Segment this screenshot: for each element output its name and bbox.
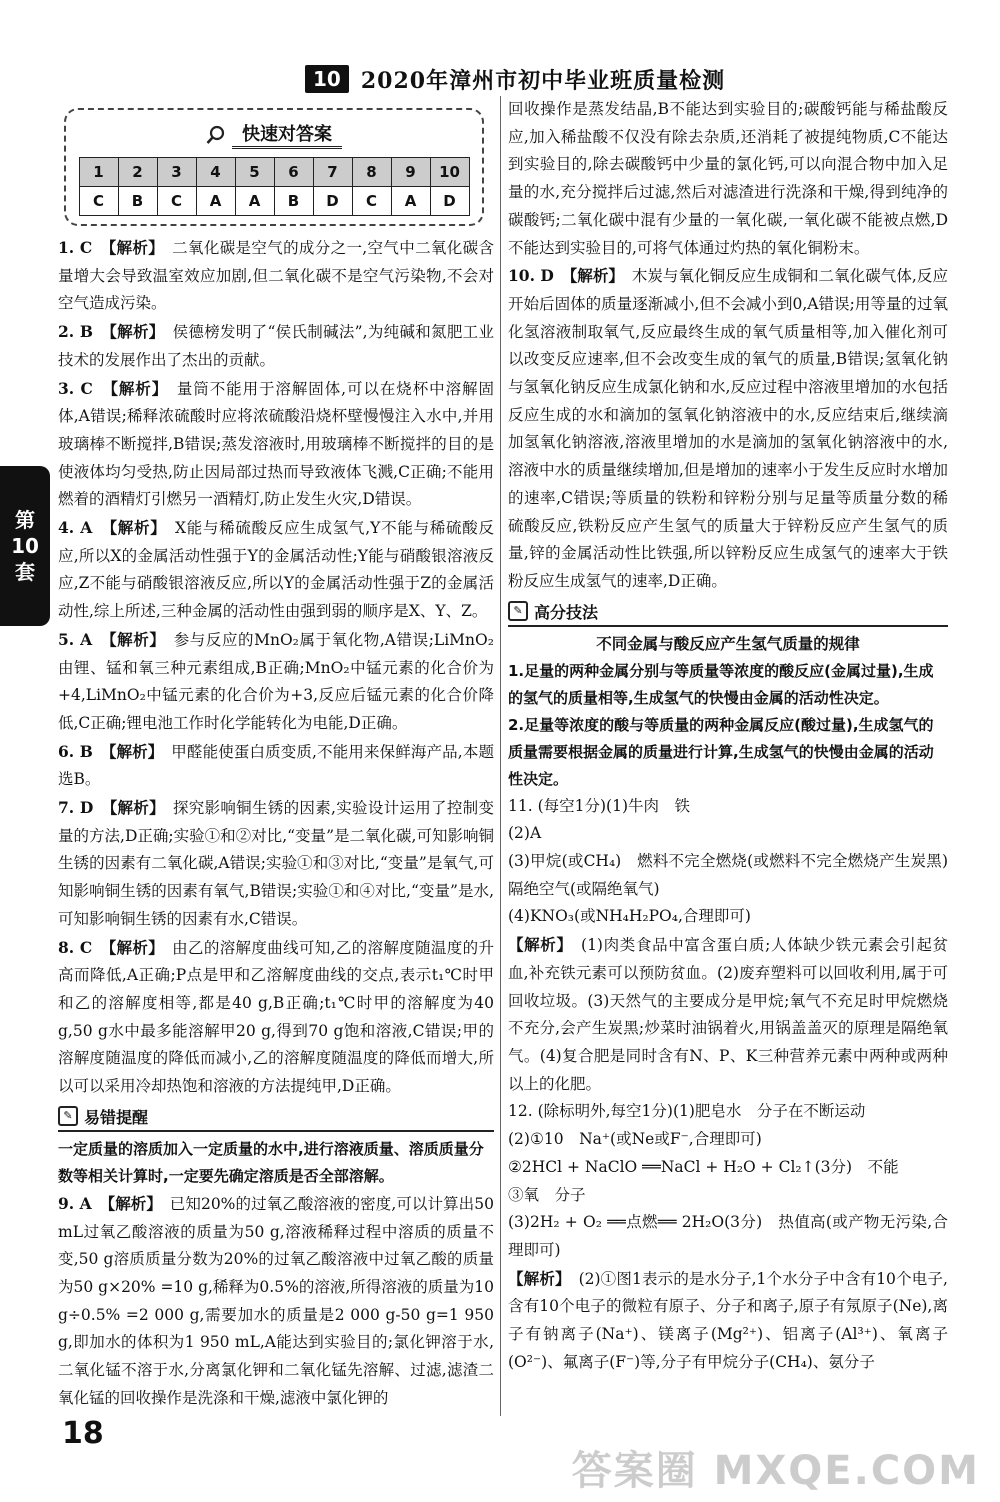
analysis-tag: 【解析】 bbox=[108, 238, 157, 257]
left-column bbox=[58, 108, 494, 1412]
answer-value-cell: D bbox=[430, 187, 469, 216]
answer-value-cell: D bbox=[313, 187, 352, 216]
question-number: 3. C bbox=[58, 378, 93, 398]
analysis-tag: 【解析】 bbox=[109, 322, 157, 342]
high-score-tips-title: 高分技法 bbox=[534, 602, 599, 622]
pencil-icon: ✎ bbox=[508, 601, 528, 621]
analysis-tag: 【解析】 bbox=[108, 629, 158, 649]
question-7 bbox=[58, 794, 494, 934]
analysis-tag: 【解析】 bbox=[508, 1268, 563, 1288]
question-number: 8. C bbox=[58, 937, 93, 957]
answer-value-cell: C bbox=[157, 187, 196, 216]
question-9-continued: 回收操作是蒸发结晶,B不能达到实验目的;碳酸钙能与稀盐酸反应,加入稀盐酸不仅没有除去杂质,还消耗了被提纯物质,C不能达到实验目的,除去碳酸钙中少量的氯化钙,可以向混合物中加入足量的水,充分搅拌后过滤,然后对滤渣进行洗涤和干燥,得到纯净的碳酸钙;二氧化碳中混有少量的一氧化碳,一氧化碳不能被点燃,D不能达到实验目的,可将气体通过灼热的氧化铜粉末。 bbox=[508, 100, 948, 257]
question-number: 7. D bbox=[58, 798, 94, 818]
question-12-line-2: (2)①10 Na⁺(或Ne或F⁻,合理即可) bbox=[508, 1130, 762, 1149]
question-11-line-3: (3)甲烷(或CH₄) 燃料不完全燃烧(或燃料不完全燃烧产生炭黑) 隔绝空气(或隔绝氧气) bbox=[508, 852, 964, 898]
answer-number-cell: 7 bbox=[313, 158, 352, 187]
answer-value-cell: B bbox=[274, 187, 313, 216]
question-number: 5. A bbox=[58, 629, 93, 649]
page-number: 18 bbox=[62, 1416, 104, 1451]
analysis-text: 参与反应的MnO₂属于氧化物,A错误;LiMnO₂由锂、锰和氧三种元素组成,B正确;MnO₂中锰元素的化合价为+4,LiMnO₂中锰元素的化合价为+3,反应后锰元素的化合价降低,C正确;锂电池工作时化学能转化为电能,D正确。 bbox=[58, 630, 494, 732]
question-12-line-1: 12. (除标明外,每空1分)(1)肥皂水 分子在不断运动 bbox=[508, 1102, 866, 1121]
question-11-line-4: (4)KNO₃(或NH₄H₂PO₄,合理即可) bbox=[508, 907, 751, 926]
answer-number-cell: 10 bbox=[430, 158, 469, 187]
analysis-tag: 【解析】 bbox=[508, 935, 565, 955]
answer-value-cell: A bbox=[196, 187, 235, 216]
page-header bbox=[305, 62, 725, 96]
question-6 bbox=[58, 738, 494, 794]
answer-number-cell: 9 bbox=[391, 158, 430, 187]
high-score-tips-heading bbox=[508, 600, 948, 627]
answer-value-row bbox=[79, 187, 469, 216]
question-12-line-4: ③氧 分子 bbox=[508, 1185, 586, 1204]
question-8 bbox=[58, 934, 494, 1101]
answer-number-cell: 5 bbox=[235, 158, 274, 187]
analysis-tag: 【解析】 bbox=[109, 518, 159, 538]
tip-point-2: 2.足量等浓度的酸与等质量的两种金属反应(酸过量),生成氢气的质量需要根据金属的质量进行计算,生成氢气的快慢由金属的活动性决定。 bbox=[508, 715, 934, 788]
question-12-line-5: (3)2H₂ + O₂ ══点燃══ 2H₂O(3分) 热值高(或产物无污染,合理即可) bbox=[508, 1213, 948, 1259]
analysis-text: 由乙的溶解度曲线可知,乙的溶解度随温度的升高而降低,A正确;P点是甲和乙溶解度曲线的交点,表示t₁℃时甲和乙的溶解度相等,都是40 g,B正确;t₁℃时甲的溶解度为40 g,50 g水中最多能溶解甲20 g,得到70 g饱和溶液,C错误;甲的溶解度随温度的降低而减小,乙的溶解度随温度的降低而增大,所以可以采用冷却热饱和溶液的方法提纯甲,D正确。 bbox=[58, 938, 494, 1096]
tip-subtitle: 不同金属与酸反应产生氢气质量的规律 bbox=[596, 634, 860, 653]
search-icon bbox=[206, 125, 226, 145]
question-number: 6. B bbox=[58, 741, 93, 761]
page-title: 2020年漳州市初中毕业班质量检测 bbox=[360, 67, 726, 94]
analysis-text: 量筒不能用于溶解固体,可以在烧杯中溶解固体,A错误;稀释浓硫酸时应将浓硫酸沿烧杯壁慢慢注入水中,并用玻璃棒不断搅拌,B错误;蒸发溶液时,用玻璃棒不断搅拌的目的是使液体均匀受热,防止因局部过热而导致液体飞溅,C正确;不能用燃着的酒精灯引燃另一酒精灯,防止发生火灾,D错误。 bbox=[58, 379, 494, 509]
analysis-text: (1)肉类食品中富含蛋白质;人体缺少铁元素会引起贫血,补充铁元素可以预防贫血。(2)废弃塑料可以回收利用,属于可回收垃圾。(3)天然气的主要成分是甲烷;氧气不充足时甲烷燃烧不充分,会产生炭黑;炒菜时油锅着火,用锅盖盖灭的原理是隔绝氧气。(4)复合肥是同时含有N、P、K三种营养元素中两种或两种以上的化肥。 bbox=[508, 936, 948, 1093]
analysis-tag: 【解析】 bbox=[108, 937, 157, 957]
question-number: 1. C bbox=[58, 238, 93, 257]
answer-number-cell: 8 bbox=[352, 158, 391, 187]
question-1 bbox=[58, 234, 494, 318]
answer-number-cell: 2 bbox=[118, 158, 157, 187]
question-12-analysis bbox=[508, 1265, 948, 1377]
question-11-line-1: 11. (每空1分)(1)牛肉 铁 bbox=[508, 796, 690, 815]
question-11-analysis bbox=[508, 931, 948, 1098]
answer-table bbox=[79, 157, 470, 216]
question-9 bbox=[58, 1190, 494, 1413]
answer-number-cell: 6 bbox=[274, 158, 313, 187]
analysis-text: 二氧化碳是空气的成分之一,空气中二氧化碳含量增大会导致温室效应加剧,但二氧化碳不是空气污染物,不会对空气造成污染。 bbox=[58, 239, 494, 313]
analysis-text: 侯德榜发明了“侯氏制碱法”,为纯碱和氮肥工业技术的发展作出了杰出的贡献。 bbox=[58, 323, 494, 369]
analysis-tag: 【解析】 bbox=[110, 378, 161, 398]
quick-answer-box bbox=[64, 108, 484, 226]
analysis-tag: 【解析】 bbox=[107, 1193, 155, 1213]
analysis-tag: 【解析】 bbox=[569, 266, 617, 286]
analysis-text: X能与稀硫酸反应生成氢气,Y不能与稀硫酸反应,所以X的金属活动性强于Y的金属活动性;Y能与硝酸银溶液反应,Z不能与硝酸银溶液反应,所以Y的金属活动性强于Z的金属活动性,综上所述,三种金属的活动性由强到弱的顺序是X、Y、Z。 bbox=[58, 519, 494, 621]
question-11-line-2: (2)A bbox=[508, 824, 542, 843]
question-4 bbox=[58, 514, 494, 626]
answer-box-title-text: 快速对答案 bbox=[232, 120, 342, 149]
analysis-text: (2)①图1表示的是水分子,1个水分子中含有10个电子,含有10个电子的微粒有原子、分子和离子,原子有氖原子(Ne),离子有钠离子(Na⁺)、镁离子(Mg²⁺)、铝离子(Al³⁺)、氧离子(O²⁻)、氟离子(F⁻)等,分子有甲烷分子(CH₄)、氨分子 bbox=[508, 1269, 948, 1371]
question-number: 2. B bbox=[58, 322, 93, 342]
answer-number-cell: 4 bbox=[196, 158, 235, 187]
side-tab-line2: 10 bbox=[11, 534, 39, 558]
set-side-tab bbox=[0, 466, 50, 626]
question-number: 10. D bbox=[508, 266, 554, 286]
answer-value-cell: A bbox=[235, 187, 274, 216]
analysis-text: 已知20%的过氧乙酸溶液的密度,可以计算出50 mL过氧乙酸溶液的质量为50 g,溶液稀释过程中溶质的质量不变,50 g溶质质量分数为20%的过氧乙酸溶液中过氧乙酸的质量为50 g×20% =10 g,稀释为0.5%的溶液,所得溶液的质量为10 g÷0.5% =2 000 g,需要加水的质量是2 000 g-50 g=1 950 g,即加水的体积为1 950 mL,A能达到实验目的;氯化钾溶于水,二氧化锰不溶于水,分离氯化钾和二氧化锰先溶解、过滤,滤渣二氧化锰的回收操作是洗涤和干燥,滤液中氯化钾的 bbox=[58, 1194, 494, 1407]
question-5 bbox=[58, 626, 494, 738]
column-divider bbox=[500, 96, 501, 1416]
set-number-badge: 10 bbox=[305, 65, 349, 93]
analysis-tag: 【解析】 bbox=[109, 798, 158, 818]
watermark-logo: 答案圈 MXQE.COM bbox=[571, 1448, 980, 1494]
question-12-line-3: ②2HCl + NaClO ══NaCl + H₂O + Cl₂↑(3分) 不能 bbox=[508, 1157, 899, 1176]
analysis-text: 探究影响铜生锈的因素,实验设计运用了控制变量的方法,D正确;实验①和②对比,“变量”是二氧化碳,可知影响铜生锈的因素有二氧化碳,A错误;实验①和③对比,“变量”是氧气,可知影响铜生锈的因素有氧气,B错误;实验①和④对比,“变量”是水,可知影响铜生锈的因素有水,C错误。 bbox=[58, 799, 494, 928]
answer-value-cell: C bbox=[79, 187, 118, 216]
answer-value-cell: B bbox=[118, 187, 157, 216]
answer-box-title bbox=[76, 120, 472, 149]
mistake-reminder-title: 易错提醒 bbox=[84, 1107, 149, 1127]
answer-value-cell: C bbox=[352, 187, 391, 216]
tip-point-1: 1.足量的两种金属分别与等质量等浓度的酸反应(金属过量),生成的氢气的质量相等,生成氢气的快慢由金属的活动性决定。 bbox=[508, 661, 934, 707]
answer-number-row bbox=[79, 158, 469, 187]
right-column bbox=[508, 96, 964, 1376]
question-number: 4. A bbox=[58, 518, 93, 538]
question-3 bbox=[58, 375, 494, 515]
answer-number-cell: 1 bbox=[79, 158, 118, 187]
mistake-reminder-heading bbox=[58, 1105, 494, 1132]
answer-number-cell: 3 bbox=[157, 158, 196, 187]
pencil-icon: ✎ bbox=[58, 1106, 78, 1126]
question-number: 9. A bbox=[58, 1193, 92, 1213]
question-10 bbox=[508, 262, 948, 595]
question-2 bbox=[58, 318, 494, 374]
side-tab-line3: 套 bbox=[15, 560, 35, 584]
analysis-tag: 【解析】 bbox=[108, 741, 156, 761]
mistake-reminder-note: 一定质量的溶质加入一定质量的水中,进行溶液质量、溶质质量分数等相关计算时,一定要先确定溶质是否全部溶解。 bbox=[58, 1139, 484, 1185]
analysis-text: 木炭与氧化铜反应生成铜和二氧化碳气体,反应开始后固体的质量逐渐减小,但不会减小到0,A错误;用等量的过氧化氢溶液制取氧气,反应最终生成的氧气质量相等,加入催化剂可以改变反应速率,但不会改变生成的氧气的质量,B错误;氢氧化钠与氢氧化钠反应生成氯化钠和水,反应过程中溶液里增加的水包括反应生成的水和滴加的氢氧化钠溶液中的水,反应结束后,继续滴加氢氧化钠溶液,溶液里增加的水是滴加的氢氧化钠溶液中的水,溶液中水的质量继续增加,但是增加的速率小于发生反应时水增加的速率,C错误;等质量的铁粉和锌粉分别与足量等质量分数的稀硫酸反应,铁粉反应产生氢气的质量大于锌粉反应产生氢气的质量,锌的金属活动性比铁强,所以锌粉反应生成氢气的速率大于铁粉反应生成氢气的速率,D正确。 bbox=[508, 267, 948, 590]
side-tab-line1: 第 bbox=[15, 508, 35, 532]
analysis-text: 甲醛能使蛋白质变质,不能用来保鲜海产品,本题选B。 bbox=[58, 742, 494, 789]
answer-value-cell: A bbox=[391, 187, 430, 216]
